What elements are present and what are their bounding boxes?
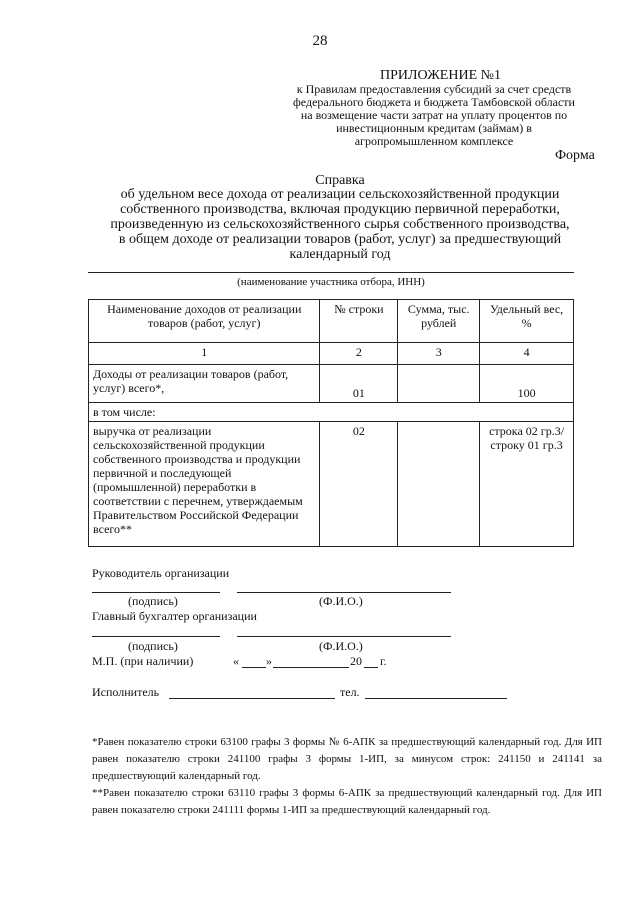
table-row [89, 403, 574, 422]
head-label: Руководитель организации [92, 566, 230, 580]
row-name: выручка от реализации сельскохозяйственной продукции собственного производства и продукции первичной и последующей (промышленной) переработки в соответствии с перечнем, утверждаемым Правительством Российской Федерации всего** [89, 422, 320, 547]
date-year-prefix: 20 [350, 654, 362, 668]
appendix-line: к Правилам предоставления субсидий за счет средств [296, 82, 572, 96]
table-row [89, 365, 574, 403]
subtitle-line: собственного производства, включая продукцию первичной переработки, [120, 202, 560, 217]
accountant-label: Главный бухгалтер организации [92, 609, 257, 623]
row-line-number: 01 [320, 365, 398, 403]
phone-label: тел. [340, 685, 360, 699]
fio-caption: (Ф.И.О.) [319, 594, 363, 608]
header-line: № строки [320, 300, 398, 343]
date-open-quote: « [233, 654, 239, 668]
accountant-signature-line[interactable] [92, 636, 220, 637]
col-number: 2 [320, 343, 398, 365]
date-year-line[interactable] [364, 667, 378, 668]
appendix-line: инвестиционным кредитам (займам) в [336, 121, 532, 135]
stamp-label: М.П. (при наличии) [92, 654, 194, 668]
footnote: *Равен показателю строки 63100 графы 3 формы № 6-АПК за предшествующий календарный год. Для ИП равен показателю строки 241100 графы 3 формы 1-ИП, за минусом строк: 241150 и 241141 за предшествующий календарный год. [92, 736, 602, 782]
header-name: Наименование доходов от реализации товаров (работ, услуг) [89, 300, 320, 343]
appendix-line: агропромышленном комплексе [354, 134, 514, 148]
row-line-number: 02 [320, 422, 398, 547]
appendix-subtitle [275, 83, 593, 148]
participant-name-line[interactable] [88, 272, 574, 273]
sign-caption: (подпись) [128, 639, 178, 653]
sign-caption: (подпись) [128, 594, 178, 608]
date-month-line[interactable] [273, 667, 349, 668]
accountant-fio-line[interactable] [237, 636, 451, 637]
col-number: 4 [480, 343, 574, 365]
head-signature-line[interactable] [92, 592, 220, 593]
table-row [89, 422, 574, 547]
document-subtitle [60, 187, 620, 262]
appendix-line: федерального бюджета и бюджета Тамбовской области [293, 95, 575, 109]
row-sum-cell[interactable] [398, 365, 480, 403]
appendix-title: ПРИЛОЖЕНИЕ №1 [380, 68, 501, 83]
subtitle-line: об удельном весе дохода от реализации сельскохозяйственной продукции [120, 187, 560, 202]
fio-caption: (Ф.И.О.) [319, 639, 363, 653]
col-number: 1 [89, 343, 320, 365]
footnote: **Равен показателю строки 63110 графы 3 формы 6-АПК за предшествующий календарный год. Для ИП равен показателю строки 241111 формы 1-ИП за предшествующий календарный год. [92, 787, 602, 816]
appendix-line: на возмещение части затрат на уплату процентов по [300, 108, 568, 122]
table-header-row [89, 300, 574, 343]
income-table [88, 299, 574, 547]
footnotes [92, 734, 602, 819]
page-number: 28 [312, 33, 328, 49]
participant-caption: (наименование участника отбора, ИНН) [237, 276, 425, 288]
form-label: Форма [555, 148, 595, 163]
column-number-row [89, 343, 574, 365]
date-year-suffix: г. [380, 654, 387, 668]
subtitle-line: произведенную из сельскохозяйственного сырья собственного производства, [110, 217, 570, 232]
row-sum-cell[interactable] [398, 422, 480, 547]
subtitle-line: в общем доходе от реализации товаров (работ, услуг) за предшествующий [118, 232, 562, 247]
date-close-quote: » [266, 654, 272, 668]
phone-line[interactable] [365, 698, 507, 699]
row-share: 100 [480, 365, 574, 403]
header-sum: Сумма, тыс. рублей [398, 300, 480, 343]
document-title: Справка [315, 173, 365, 188]
row-name: Доходы от реализации товаров (работ, услуг) всего*, [89, 365, 320, 403]
header-share: Удельный вес, % [480, 300, 574, 343]
executor-line[interactable] [169, 698, 335, 699]
row-subheading: в том числе: [89, 403, 574, 422]
col-number: 3 [398, 343, 480, 365]
subtitle-line: календарный год [289, 247, 391, 262]
executor-label: Исполнитель [92, 685, 160, 699]
row-share: строка 02 гр.3/ строку 01 гр.3 [480, 422, 574, 547]
head-fio-line[interactable] [237, 592, 451, 593]
date-day-line[interactable] [242, 667, 266, 668]
